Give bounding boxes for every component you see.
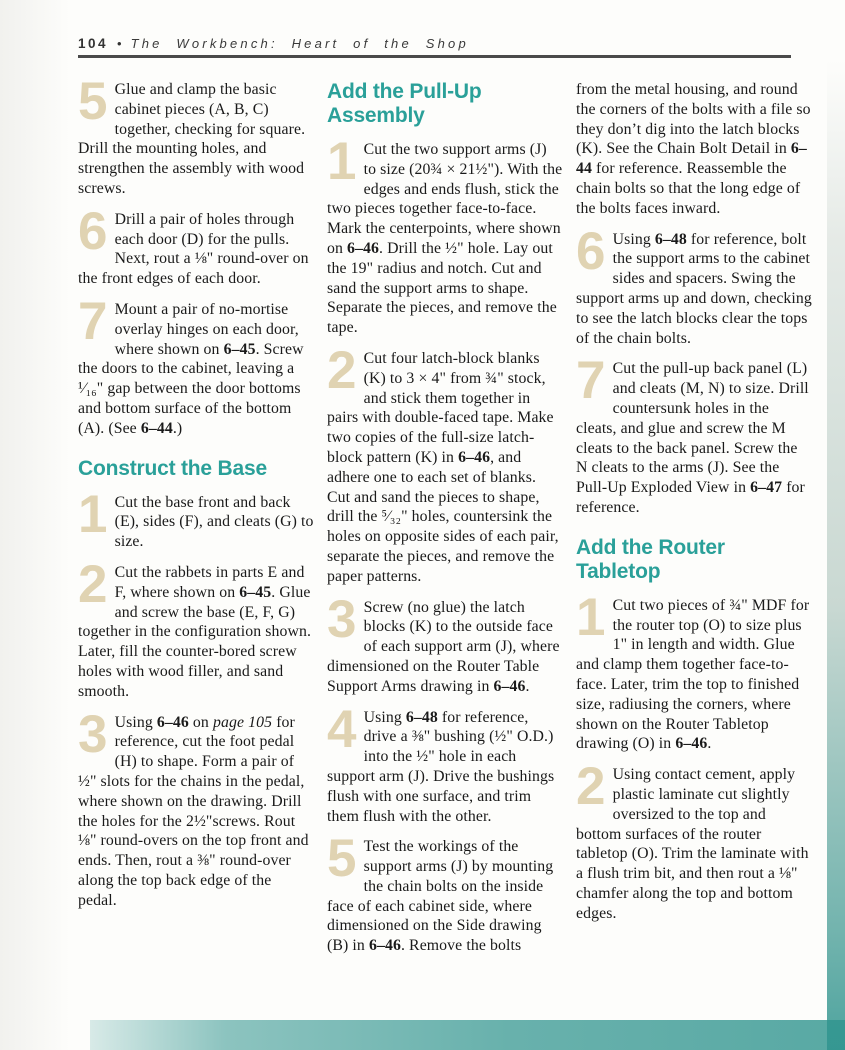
step-number: 5 <box>327 829 357 889</box>
column-right <box>576 80 812 967</box>
column-middle <box>327 80 563 967</box>
step-text: Screw (no glue) the latch blocks (K) to the outside face of each support arm (J), where dimensioned on the Router Table Support Arms drawing in 6–46. <box>327 598 560 695</box>
book-title: The Workbench: Heart of the Shop <box>130 36 469 51</box>
step-text: Test the workings of the support arms (J) by mounting the chain bolts on the inside face of each cabinet side, where dimensioned on the Side drawing (B) in 6–46. Remove the bolts <box>327 838 554 955</box>
step-3 <box>327 589 563 697</box>
step-7 <box>78 291 314 439</box>
step-text: Cut the two support arms (J) to size (20¾ × 21½"). With the edges and ends flush, stick the two pieces together face-to-face. Mark the centerpoints, where shown on 6–46. Drill the ½" hole. Lay out the 19" radius and notch. Cut and sand the support arms to shape. Separate the pieces, and remove the tape. <box>327 141 563 337</box>
step-number: 1 <box>78 484 108 544</box>
step-text: Using 6–48 for reference, bolt the support arms to the cabinet sides and spacers. Swing the support arms up and down, checking to see the latch blocks clear the tops of the chain bolts. <box>576 230 812 347</box>
page-gutter-shading <box>0 0 70 1050</box>
step-text: Cut the base front and back (E), sides (F), and cleats (G) to size. <box>114 493 314 551</box>
running-header <box>78 36 469 51</box>
step-2 <box>78 554 314 702</box>
step-text: Using 6–48 for reference, drive a ⅜" bushing (½" O.D.) into the ½" hole in each support arm (J). Drive the bushings flush with one surface, and trim them flush with the other. <box>327 708 555 825</box>
text-columns <box>78 72 812 967</box>
section-heading: Add the Router Tabletop <box>576 535 725 583</box>
step-6 <box>576 221 812 349</box>
step-number: 3 <box>78 704 108 764</box>
step-text: Drill a pair of holes through each door (D) for the pulls. Next, rout a ⅛" round-over on the front edges of each door. <box>78 210 309 288</box>
header-rule <box>78 55 791 58</box>
step-4 <box>327 699 563 827</box>
step-1 <box>78 484 314 552</box>
step-text: Cut the pull-up back panel (L) and cleats (M, N) to size. Drill countersunk holes in the cleats, and glue and screw the M cleats to the back panel. Screw the N cleats to the arms (J). See the Pull-Up Exploded View in 6–47 for reference. <box>576 360 809 516</box>
step-number: 3 <box>327 589 357 649</box>
step-number: 1 <box>576 587 606 647</box>
step-number: 6 <box>576 221 606 281</box>
step-1 <box>576 587 812 754</box>
step-2 <box>327 340 563 587</box>
step-3 <box>78 704 314 911</box>
step-number: 5 <box>78 72 108 131</box>
page-edge-band-right <box>827 60 845 1050</box>
step-number: 7 <box>78 291 108 351</box>
header-separator-bullet: • <box>117 36 122 51</box>
step-text: Mount a pair of no-mortise overlay hinges on each door, where shown on 6–45. Screw the doors to the cabinet, leaving a ¹⁄₁₆" gap between the door bottoms and bottom surface of the bottom (A). (See 6–44.) <box>78 300 304 437</box>
section-heading: Construct the Base <box>78 456 267 480</box>
step-number: 2 <box>576 757 606 817</box>
step-text: Cut two pieces of ¾" MDF for the router top (O) to size plus 1" in length and width. Glue and clamp them together face-to-face. Later, trim the top to finished size, radiusing the corners, where shown on the Router Tabletop drawing (O) in 6–46. <box>576 596 810 753</box>
step-2 <box>576 757 812 923</box>
step-text: Using 6–46 on page 105 for reference, cut the foot pedal (H) to shape. Form a pair of ½" slots for the chains in the pedal, where shown on the drawing. Drill the holes for the 2½"screws. Rout ⅛" round-overs on the top front and ends. Then, rout a ⅜" round-over along the top back edge of the pedal. <box>78 713 309 909</box>
step-6 <box>78 201 314 289</box>
step-text: Cut the rabbets in parts E and F, where shown on 6–45. Glue and screw the base (E, F, G) together in the configuration shown. Later, fill the counter-bored screw holes with wood filler, and sand smooth. <box>78 563 312 700</box>
section-heading: Add the Pull-Up Assembly <box>327 80 482 127</box>
step-number: 4 <box>327 699 357 759</box>
step-number: 2 <box>78 554 108 614</box>
continuation-paragraph: from the metal housing, and round the corners of the bolts with a file so they don’t dig into the latch blocks (K). See the Chain Bolt Detail in 6–44 for reference. Reassemble the chain bolts so that the long edge of the bolts faces inward. <box>576 81 811 217</box>
step-number: 1 <box>327 132 357 191</box>
page-edge-band-bottom <box>90 1020 845 1050</box>
step-5 <box>327 829 563 956</box>
column-left <box>78 72 314 967</box>
step-number: 7 <box>576 351 606 411</box>
step-5 <box>78 72 314 199</box>
step-number: 2 <box>327 340 357 400</box>
step-number: 6 <box>78 201 108 261</box>
step-7 <box>576 351 812 517</box>
page-number: 104 <box>78 36 109 51</box>
step-text: Cut four latch-block blanks (K) to 3 × 4" from ¾" stock, and stick them together in pairs with double-faced tape. Make two copies of the full-size latch-block pattern (K) in 6–46, and adhere one to each set of blanks. Cut and sand the pieces to shape, drill the ⁵⁄₃₂" holes, countersink the holes on opposite sides of each pair, separate the pieces, and remove the paper patterns. <box>327 349 559 585</box>
step-text: Glue and clamp the basic cabinet pieces (A, B, C) together, checking for square. Drill the mounting holes, and strengthen the assembly with wood screws. <box>78 81 306 197</box>
step-text: Using contact cement, apply plastic laminate cut slightly oversized to the top and bottom surfaces of the router tabletop (O). Trim the laminate with a flush trim bit, and then rout a ⅛" chamfer along the top and bottom edges. <box>576 766 809 922</box>
step-1 <box>327 132 563 338</box>
